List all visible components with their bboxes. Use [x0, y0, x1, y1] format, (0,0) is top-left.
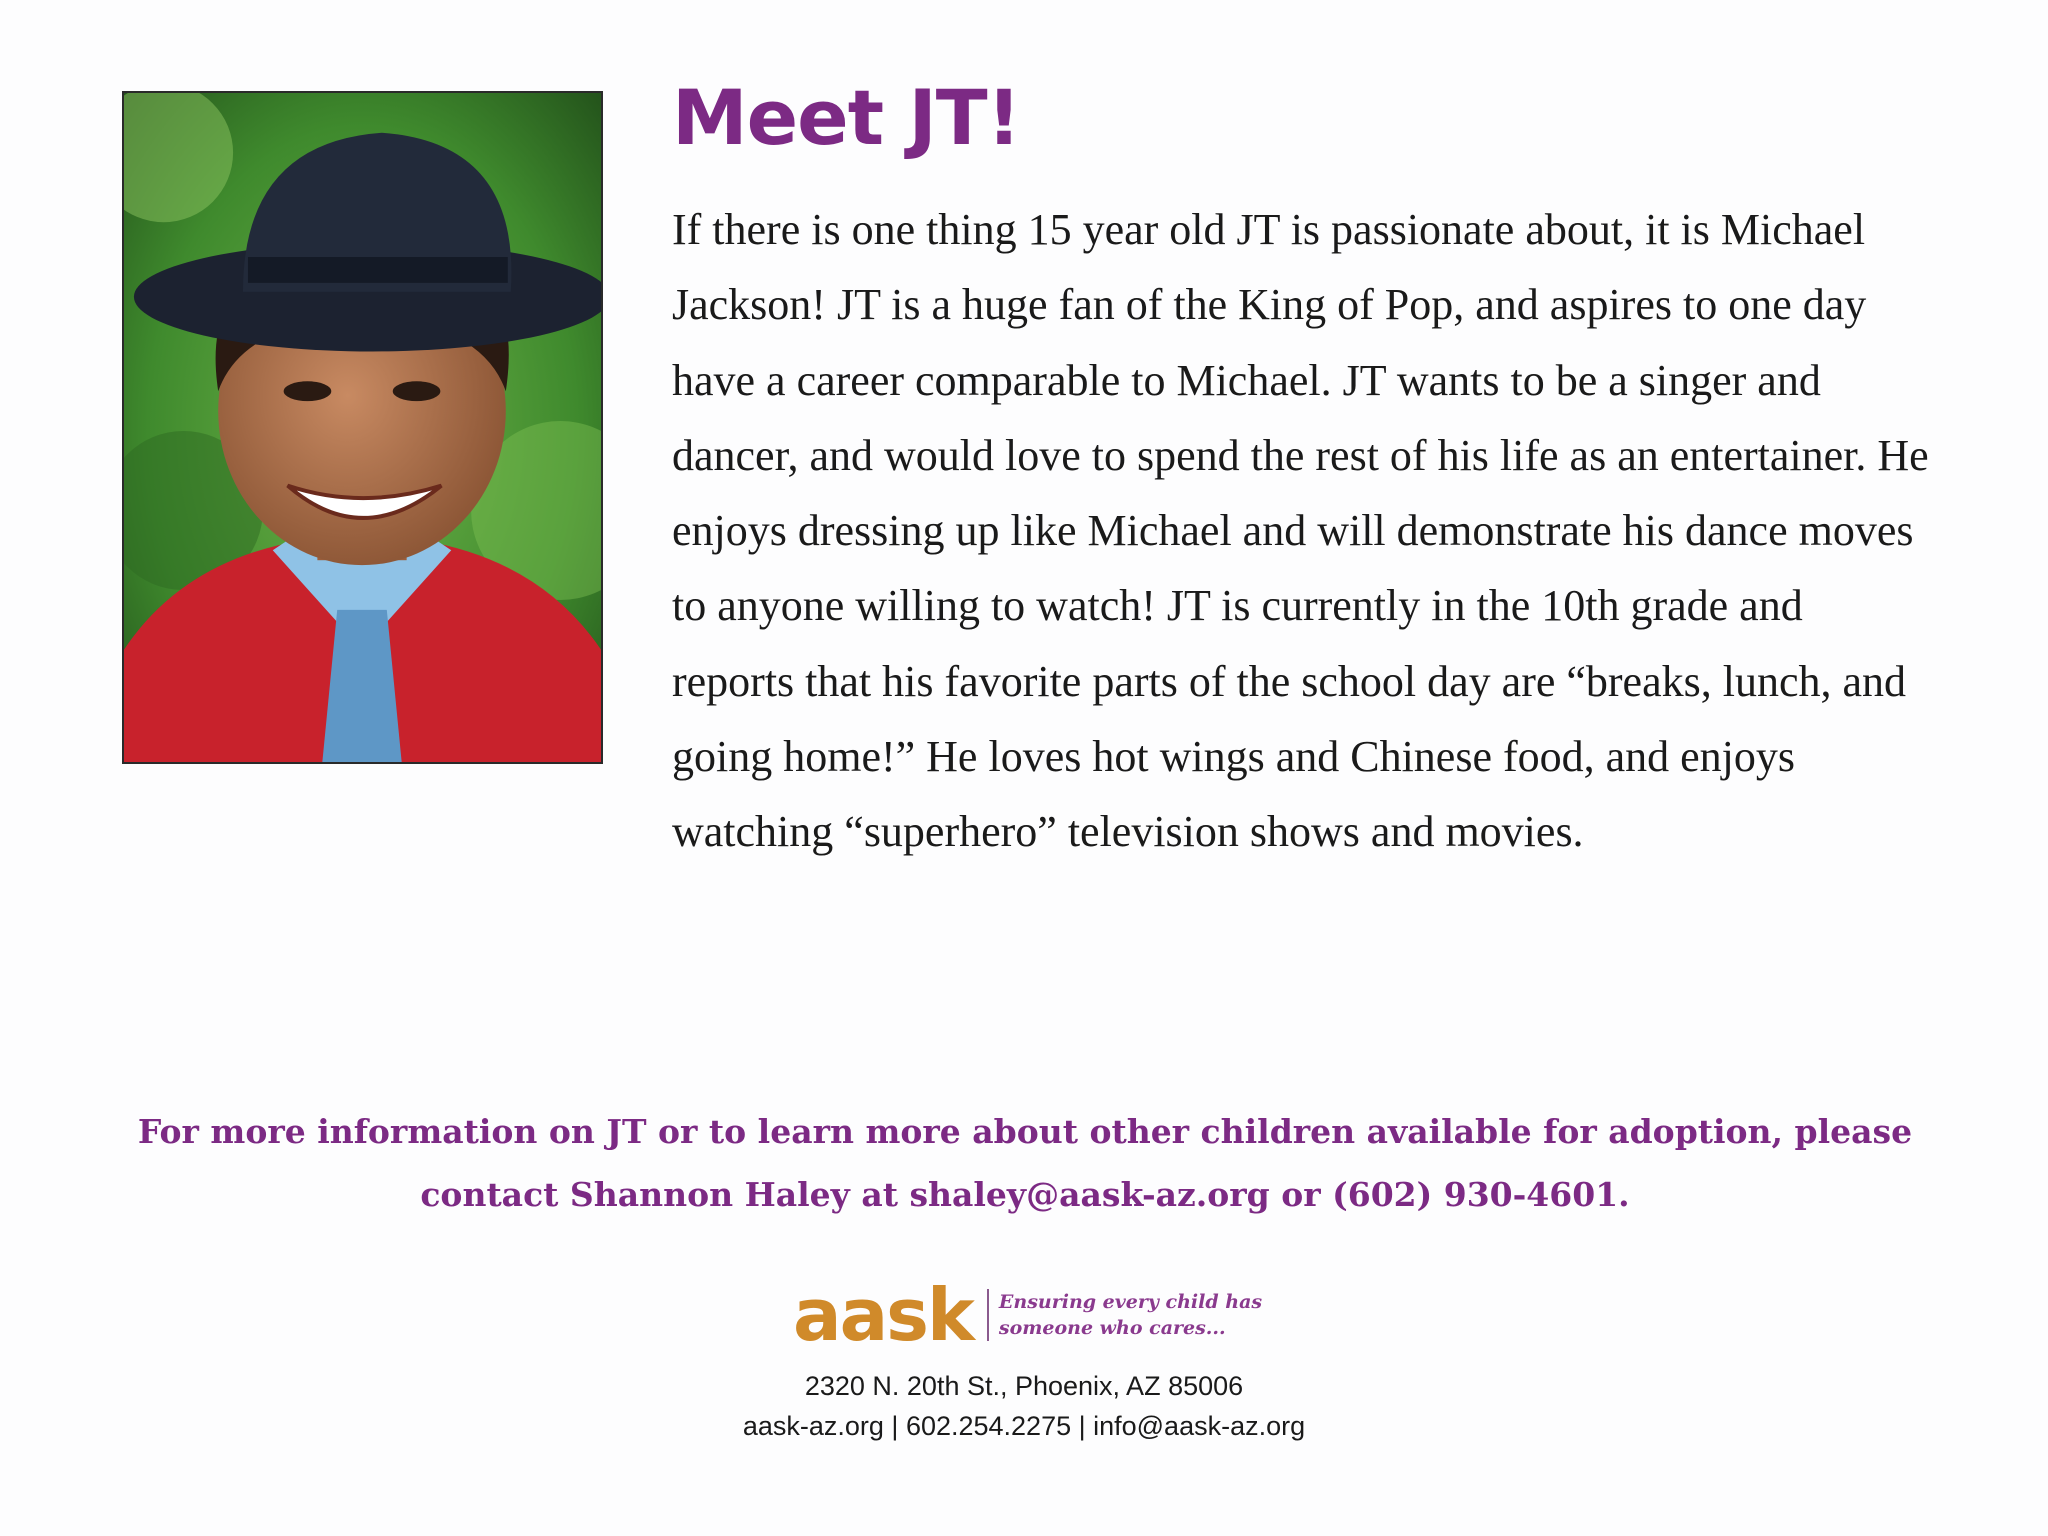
aask-logo [793, 1273, 1263, 1357]
logo-divider [987, 1289, 989, 1341]
profile-photo-illustration [124, 93, 601, 762]
logo-wordmark: aask [793, 1273, 973, 1357]
logo-tagline-line-2: someone who cares... [998, 1317, 1226, 1339]
bio-paragraph: If there is one thing 15 year old JT is passionate about, it is Michael Jackson! JT is a huge fan of the King of Pop, and aspires to one day have a career comparable to Michael. JT wants to be a singer and dancer, and would love to spend the rest of his life as an entertainer. He enjoys dressing up like Michael and will demonstrate his dance moves to anyone willing to watch! JT is currently in the 10th grade and reports that his favorite parts of the school day are “breaks, lunch, and going home!” He loves hot wings and Chinese food, and enjoys watching “superhero” television shows and movies. [672, 205, 1929, 857]
logo-tagline [999, 1289, 1262, 1341]
profile-photo [122, 91, 603, 764]
contact-line-1: For more information on JT or to learn more about other children available for adoption, please [137, 1112, 1913, 1151]
contact-line-2: contact Shannon Haley at shaley@aask-az.org or (602) 930-4601. [420, 1175, 1630, 1214]
page-title: Meet JT! [672, 73, 1021, 162]
address-line: 2320 N. 20th St., Phoenix, AZ 85006 [804, 1371, 1244, 1401]
contact-info [130, 1100, 1920, 1226]
logo-tagline-line-1: Ensuring every child has [998, 1291, 1263, 1313]
footer-links: aask-az.org | 602.254.2275 | info@aask-az.org [742, 1411, 1306, 1441]
footer-address [524, 1366, 1524, 1446]
